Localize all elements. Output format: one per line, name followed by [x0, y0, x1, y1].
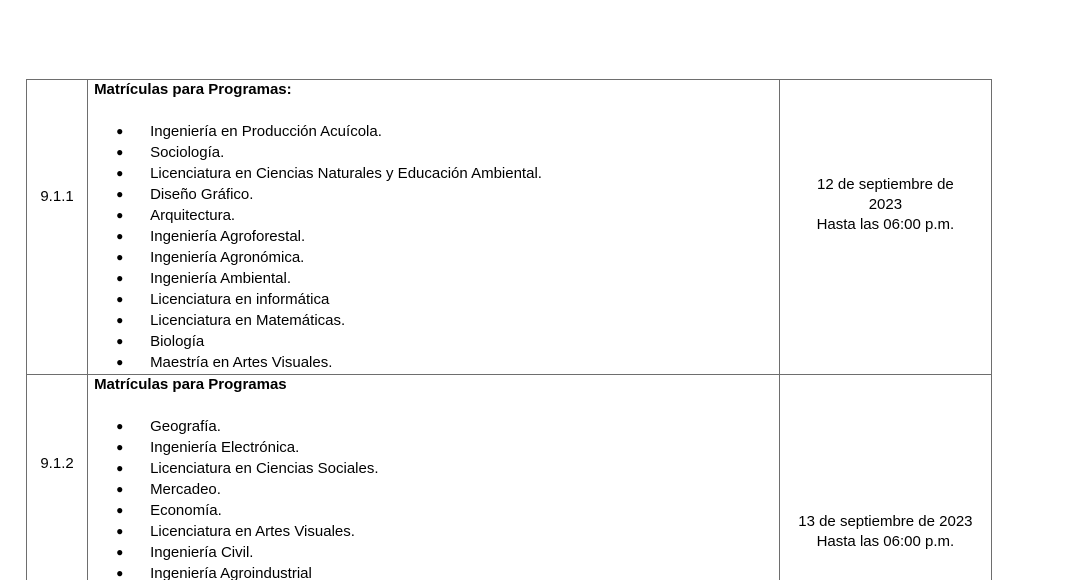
program-name: Ingeniería Agroforestal. [150, 228, 306, 245]
program-name: Sociología. [150, 144, 225, 161]
program-name: Geografía. [150, 418, 221, 435]
bullet-icon: ● [116, 566, 124, 580]
bullet-icon: ● [116, 271, 124, 285]
bullet-icon: ● [116, 208, 124, 222]
bullet-icon: ● [116, 166, 124, 180]
list-item [94, 352, 779, 373]
program-name: Licenciatura en Artes Visuales. [150, 523, 355, 540]
item-number: 9.1.2 [40, 455, 74, 472]
list-item [94, 310, 779, 331]
item-number-cell [27, 80, 88, 375]
bullet-icon: ● [116, 229, 124, 243]
program-name: Ingeniería Agronómica. [150, 249, 305, 266]
program-name: Ingeniería Ambiental. [150, 270, 291, 287]
program-list [94, 416, 779, 580]
table-row [27, 80, 992, 375]
programs-cell [88, 80, 780, 375]
deadline-date: 12 de septiembre de [817, 176, 954, 193]
list-item [94, 458, 779, 479]
bullet-icon: ● [116, 187, 124, 201]
list-item [94, 268, 779, 289]
bullet-icon: ● [116, 250, 124, 264]
program-name: Diseño Gráfico. [150, 186, 254, 203]
program-name: Licenciatura en Matemáticas. [150, 312, 346, 329]
bullet-icon: ● [116, 440, 124, 454]
program-name: Licenciatura en informática [150, 291, 330, 308]
bullet-icon: ● [116, 334, 124, 348]
program-name: Ingeniería Electrónica. [150, 439, 300, 456]
list-item [94, 331, 779, 352]
program-name: Biología [150, 333, 205, 350]
list-item [94, 542, 779, 563]
program-name: Licenciatura en Ciencias Sociales. [150, 460, 379, 477]
list-item [94, 121, 779, 142]
deadline-text [780, 175, 991, 235]
item-number-cell [27, 375, 88, 580]
bullet-icon: ● [116, 482, 124, 496]
deadline-text [780, 512, 991, 552]
list-item [94, 142, 779, 163]
program-name: Economía. [150, 502, 222, 519]
program-list [94, 121, 779, 373]
list-item [94, 437, 779, 458]
program-name: Arquitectura. [150, 207, 236, 224]
program-name: Ingeniería Agroindustrial [150, 565, 312, 580]
program-name: Licenciatura en Ciencias Naturales y Educación Ambiental. [150, 165, 542, 182]
bullet-icon: ● [116, 145, 124, 159]
list-item [94, 226, 779, 247]
list-item [94, 479, 779, 500]
bullet-icon: ● [116, 524, 124, 538]
bullet-icon: ● [116, 545, 124, 559]
list-item [94, 563, 779, 580]
bullet-icon: ● [116, 292, 124, 306]
bullet-icon: ● [116, 461, 124, 475]
list-item [94, 416, 779, 437]
deadline-time: Hasta las 06:00 p.m. [816, 532, 955, 550]
list-item [94, 289, 779, 310]
programs-cell [88, 375, 780, 580]
list-item [94, 205, 779, 226]
programs-heading: Matrículas para Programas: [94, 81, 292, 98]
list-item [94, 163, 779, 184]
deadline-date: 13 de septiembre de 2023 [798, 512, 973, 530]
bullet-icon: ● [116, 503, 124, 517]
list-item [94, 500, 779, 521]
item-number: 9.1.1 [40, 187, 74, 205]
program-name: Maestría en Artes Visuales. [150, 354, 333, 371]
program-name: Ingeniería en Producción Acuícola. [150, 123, 382, 140]
list-item [94, 521, 779, 542]
table-row [27, 375, 992, 580]
program-name: Ingeniería Civil. [150, 544, 254, 561]
deadline-cell [779, 375, 991, 580]
list-item [94, 184, 779, 205]
deadline-cell [779, 80, 991, 375]
programs-heading: Matrículas para Programas [94, 376, 287, 393]
list-item [94, 247, 779, 268]
deadline-year: 2023 [868, 196, 903, 213]
deadline-time: Hasta las 06:00 p.m. [816, 216, 955, 233]
schedule-table [26, 79, 992, 580]
bullet-icon: ● [116, 419, 124, 433]
bullet-icon: ● [116, 124, 124, 138]
bullet-icon: ● [116, 355, 124, 369]
program-name: Mercadeo. [150, 481, 221, 498]
bullet-icon: ● [116, 313, 124, 327]
